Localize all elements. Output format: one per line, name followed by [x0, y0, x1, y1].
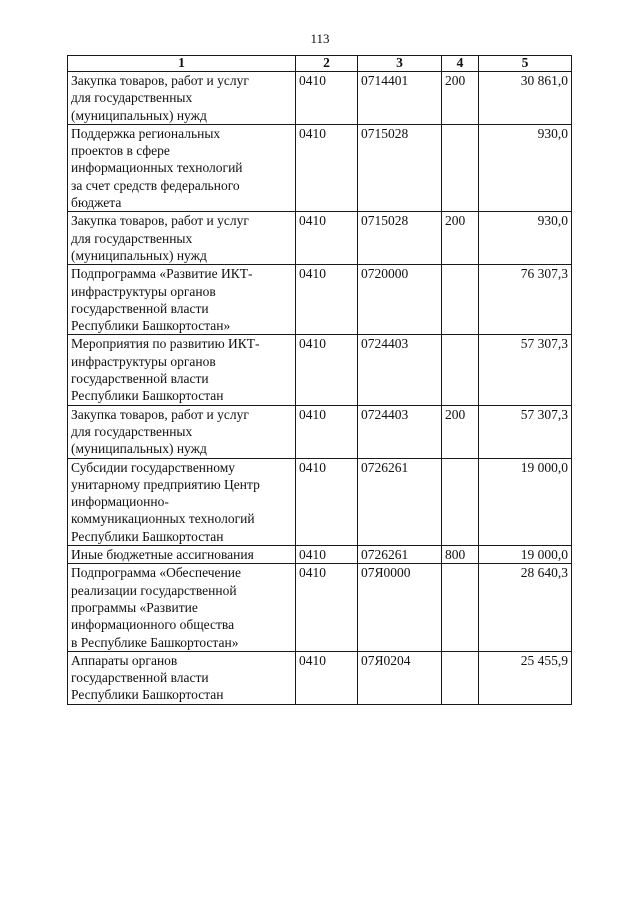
cell-target-code: 0724403: [358, 335, 442, 405]
cell-name-line: реализации государственной: [71, 582, 237, 598]
cell-name-line: информационно-: [71, 494, 169, 510]
table-row: [68, 405, 572, 458]
cell-name-line: Республики Башкортостан: [71, 528, 224, 544]
cell-expense-type: 800: [442, 546, 479, 564]
cell-section-code: 0410: [296, 72, 358, 125]
cell-name-line: Республики Башкортостан: [71, 687, 224, 703]
cell-name-line: Республики Башкортостан»: [71, 318, 231, 334]
cell-name: [68, 265, 296, 335]
cell-name-line: за счет средств федерального: [71, 177, 240, 193]
table-body: [68, 72, 572, 705]
cell-name-line: инфраструктуры органов: [71, 353, 216, 369]
cell-name: [68, 405, 296, 458]
cell-name-line: для государственных: [71, 423, 193, 439]
cell-expense-type: [442, 651, 479, 704]
table-header-row: [68, 56, 572, 72]
cell-target-code: 0715028: [358, 124, 442, 211]
column-header-2: 2: [296, 56, 358, 72]
cell-name-line: информационных технологий: [71, 160, 243, 176]
cell-name-line: Республики Башкортостан: [71, 388, 224, 404]
table-row: [68, 212, 572, 265]
cell-amount: 57 307,3: [479, 335, 572, 405]
cell-section-code: 0410: [296, 124, 358, 211]
cell-amount: 76 307,3: [479, 265, 572, 335]
cell-section-code: 0410: [296, 405, 358, 458]
cell-name-line: Субсидии государственному: [71, 459, 236, 475]
cell-name-line: программы «Развитие: [71, 599, 198, 615]
cell-name-line: Подпрограмма «Обеспечение: [71, 565, 241, 581]
cell-section-code: 0410: [296, 546, 358, 564]
column-header-3: 3: [358, 56, 442, 72]
cell-amount: 19 000,0: [479, 458, 572, 545]
cell-name: [68, 124, 296, 211]
cell-name-line: государственной власти: [71, 371, 209, 387]
table-row: [68, 564, 572, 651]
cell-expense-type: [442, 265, 479, 335]
cell-expense-type: 200: [442, 212, 479, 265]
cell-name-line: Закупка товаров, работ и услуг: [71, 406, 249, 422]
cell-amount: 25 455,9: [479, 651, 572, 704]
cell-name-line: информационного общества: [71, 617, 235, 633]
cell-expense-type: [442, 335, 479, 405]
cell-section-code: 0410: [296, 651, 358, 704]
cell-expense-type: 200: [442, 72, 479, 125]
cell-amount: 57 307,3: [479, 405, 572, 458]
cell-expense-type: 200: [442, 405, 479, 458]
cell-name-line: Закупка товаров, работ и услуг: [71, 213, 249, 229]
cell-name: [68, 564, 296, 651]
cell-name-line: Поддержка региональных: [71, 125, 221, 141]
cell-name-line: для государственных: [71, 230, 193, 246]
cell-name: [68, 212, 296, 265]
table-row: [68, 72, 572, 125]
cell-target-code: 0715028: [358, 212, 442, 265]
cell-section-code: 0410: [296, 212, 358, 265]
table-row: [68, 458, 572, 545]
cell-name-line: государственной власти: [71, 300, 209, 316]
cell-section-code: 0410: [296, 265, 358, 335]
cell-section-code: 0410: [296, 458, 358, 545]
cell-section-code: 0410: [296, 564, 358, 651]
cell-name: [68, 335, 296, 405]
cell-name-line: Закупка товаров, работ и услуг: [71, 73, 249, 88]
cell-name-line: инфраструктуры органов: [71, 283, 216, 299]
table-row: [68, 546, 572, 564]
table-row: [68, 124, 572, 211]
column-header-4: 4: [442, 56, 479, 72]
cell-name-line: коммуникационных технологий: [71, 511, 255, 527]
cell-name-line: государственной власти: [71, 670, 209, 686]
cell-amount: 30 861,0: [479, 72, 572, 125]
page-number: 113: [310, 31, 330, 46]
cell-amount: 930,0: [479, 212, 572, 265]
cell-expense-type: [442, 458, 479, 545]
cell-expense-type: [442, 564, 479, 651]
cell-section-code: 0410: [296, 335, 358, 405]
cell-name-line: Аппараты органов: [71, 652, 178, 668]
cell-name-line: унитарному предприятию Центр: [71, 476, 260, 492]
cell-target-code: 07Я0204: [358, 651, 442, 704]
cell-target-code: 0726261: [358, 546, 442, 564]
cell-target-code: 0720000: [358, 265, 442, 335]
cell-name-line: для государственных: [71, 90, 193, 106]
cell-target-code: 07Я0000: [358, 564, 442, 651]
cell-amount: 19 000,0: [479, 546, 572, 564]
cell-name: [68, 72, 296, 125]
cell-name: [68, 546, 296, 564]
table-row: [68, 265, 572, 335]
table-row: [68, 335, 572, 405]
cell-name: [68, 458, 296, 545]
budget-table: [67, 55, 572, 705]
cell-name-line: Иные бюджетные ассигнования: [71, 547, 254, 563]
cell-amount: 28 640,3: [479, 564, 572, 651]
cell-name-line: (муниципальных) нужд: [71, 441, 207, 457]
cell-name: [68, 651, 296, 704]
cell-name-line: Подпрограмма «Развитие ИКТ-: [71, 266, 253, 282]
cell-name-line: в Республике Башкортостан»: [71, 634, 239, 650]
column-header-1: 1: [68, 56, 296, 72]
cell-name-line: бюджета: [71, 195, 122, 211]
table-row: [68, 651, 572, 704]
cell-name-line: Мероприятия по развитию ИКТ-: [71, 336, 260, 352]
cell-target-code: 0714401: [358, 72, 442, 125]
cell-expense-type: [442, 124, 479, 211]
column-header-5: 5: [479, 56, 572, 72]
cell-name-line: (муниципальных) нужд: [71, 107, 207, 123]
cell-name-line: проектов в сфере: [71, 143, 170, 159]
cell-target-code: 0726261: [358, 458, 442, 545]
cell-target-code: 0724403: [358, 405, 442, 458]
cell-name-line: (муниципальных) нужд: [71, 247, 207, 263]
cell-amount: 930,0: [479, 124, 572, 211]
